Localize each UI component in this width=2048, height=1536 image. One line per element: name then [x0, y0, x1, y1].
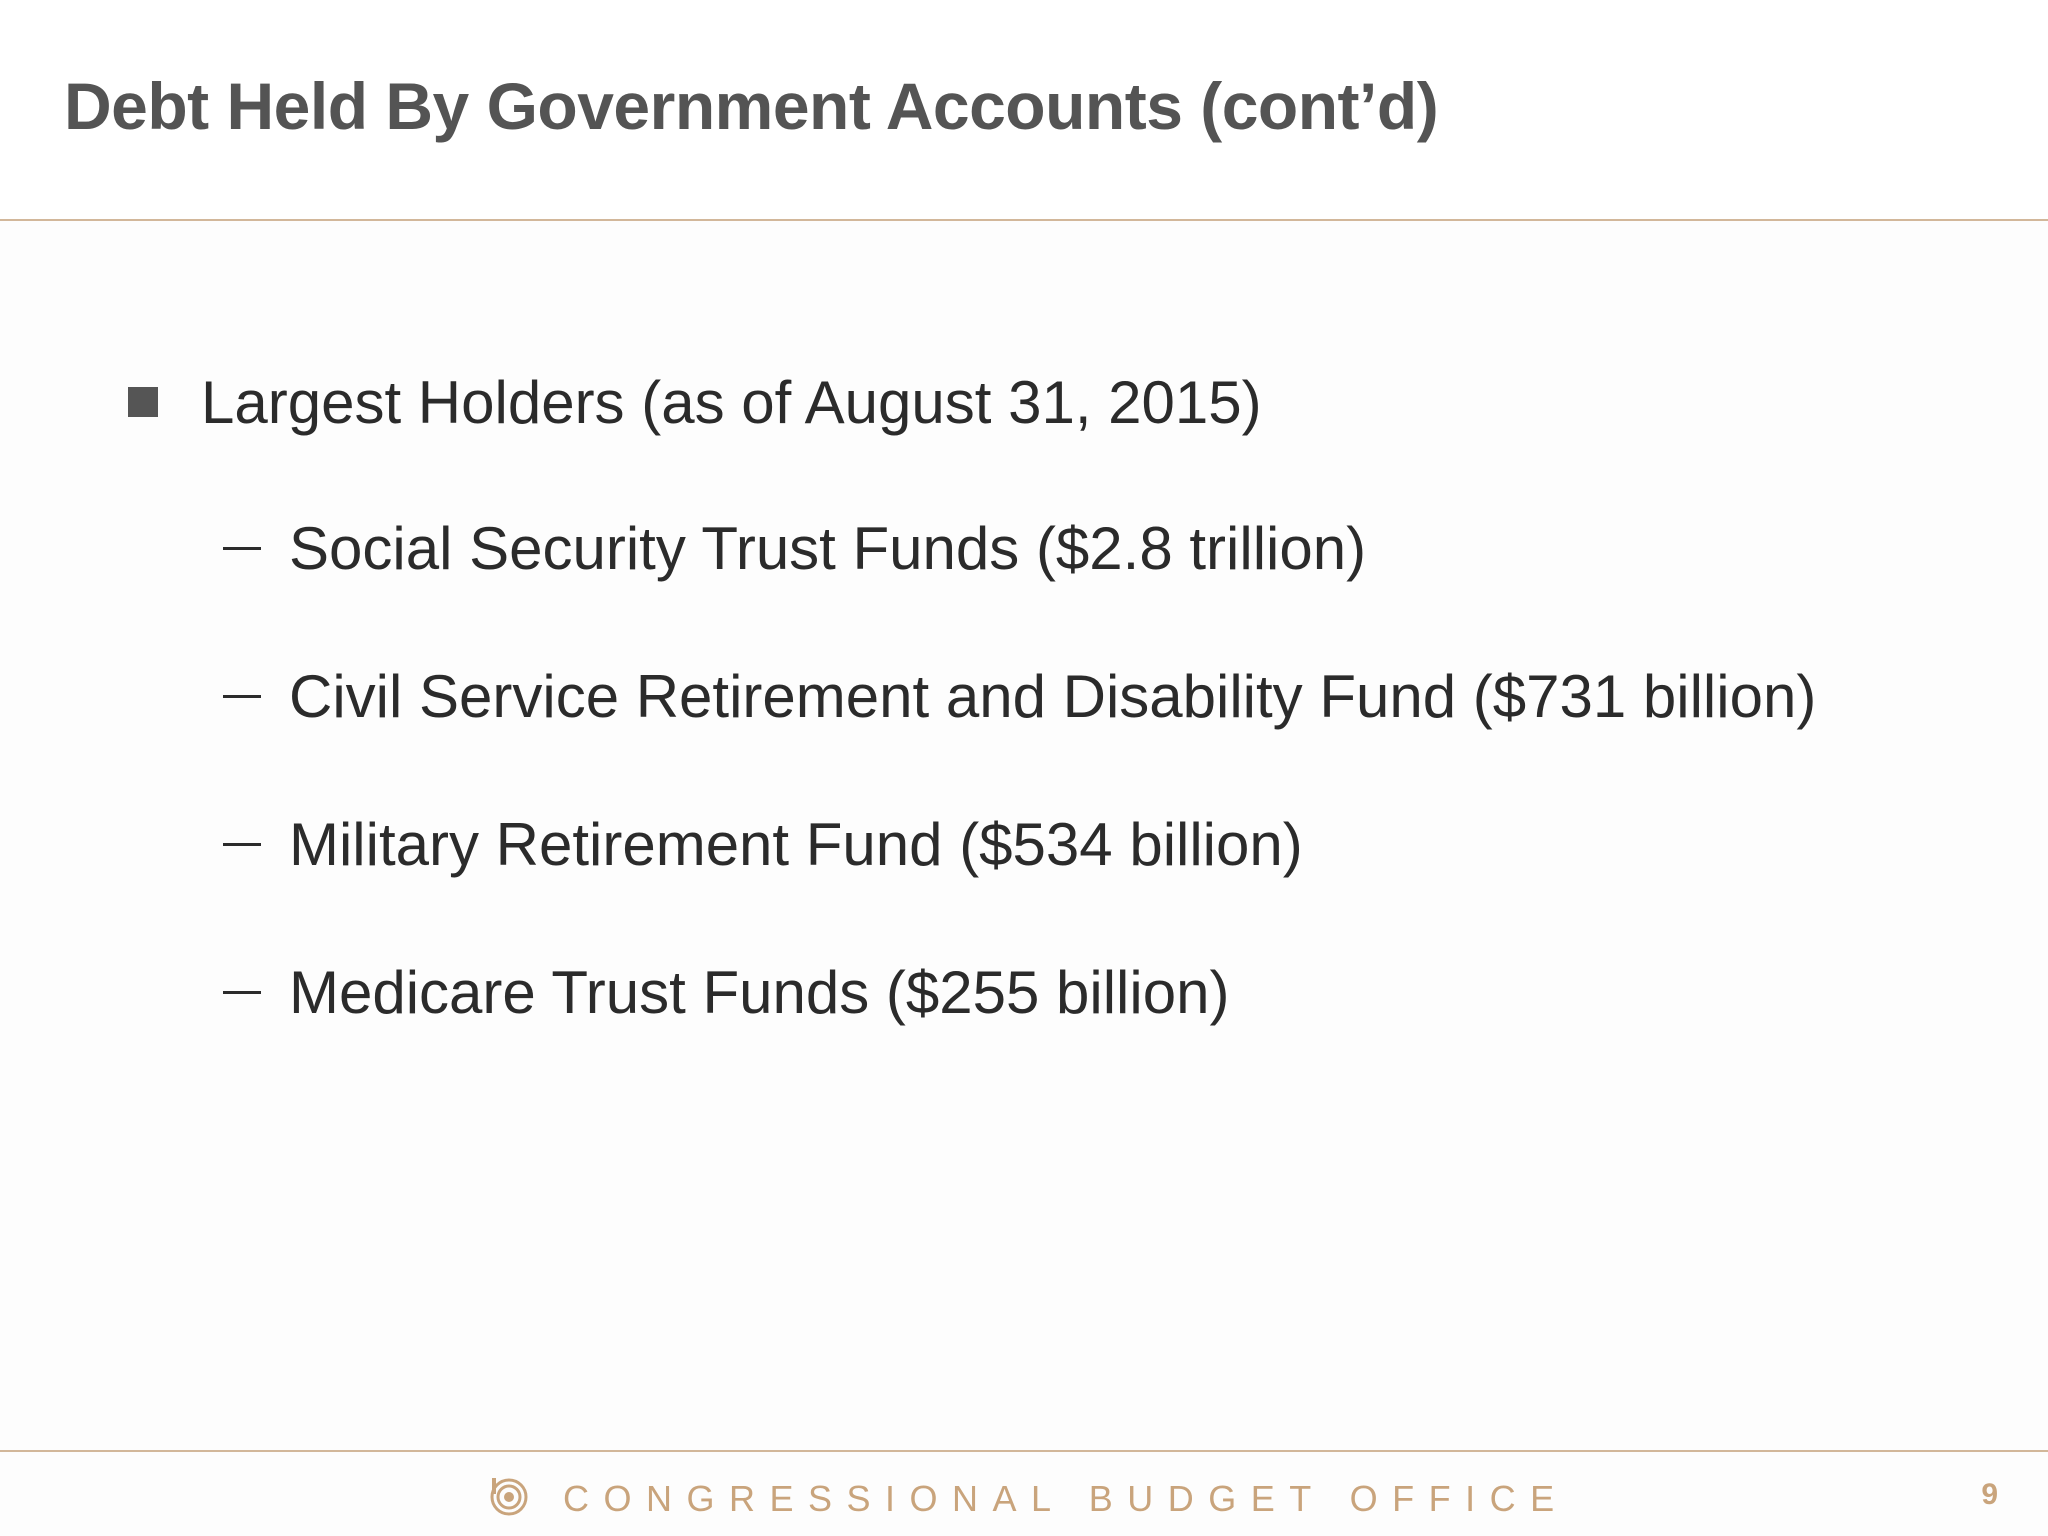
- sub-item: [223, 508, 1366, 588]
- sub-item: [223, 804, 1303, 884]
- bullet-text: Largest Holders (as of August 31, 2015): [201, 368, 1262, 436]
- slide-footer: [0, 1450, 2048, 1536]
- bullet-item: [128, 362, 1262, 442]
- sub-item: [223, 656, 1816, 736]
- square-bullet-icon: [128, 387, 158, 417]
- dash-bullet-icon: [223, 991, 261, 994]
- dash-bullet-icon: [223, 695, 261, 698]
- slide-title: Debt Held By Government Accounts (cont’d): [64, 69, 1439, 143]
- sub-item: [223, 952, 1229, 1032]
- slide-header: [0, 0, 2048, 221]
- sub-item-text: Social Security Trust Funds ($2.8 trillion): [289, 514, 1367, 582]
- sub-item-text: Civil Service Retirement and Disability Fund ($731 billion): [289, 662, 1817, 730]
- dash-bullet-icon: [223, 547, 261, 550]
- organization-name: CONGRESSIONAL BUDGET OFFICE: [563, 1478, 1569, 1519]
- sub-item-text: Medicare Trust Funds ($255 billion): [289, 958, 1230, 1026]
- cbo-logo-icon: [489, 1476, 529, 1516]
- slide-body: [0, 222, 2048, 1450]
- dash-bullet-icon: [223, 843, 261, 846]
- page-number: 9: [1981, 1478, 1998, 1511]
- sub-item-text: Military Retirement Fund ($534 billion): [289, 810, 1303, 878]
